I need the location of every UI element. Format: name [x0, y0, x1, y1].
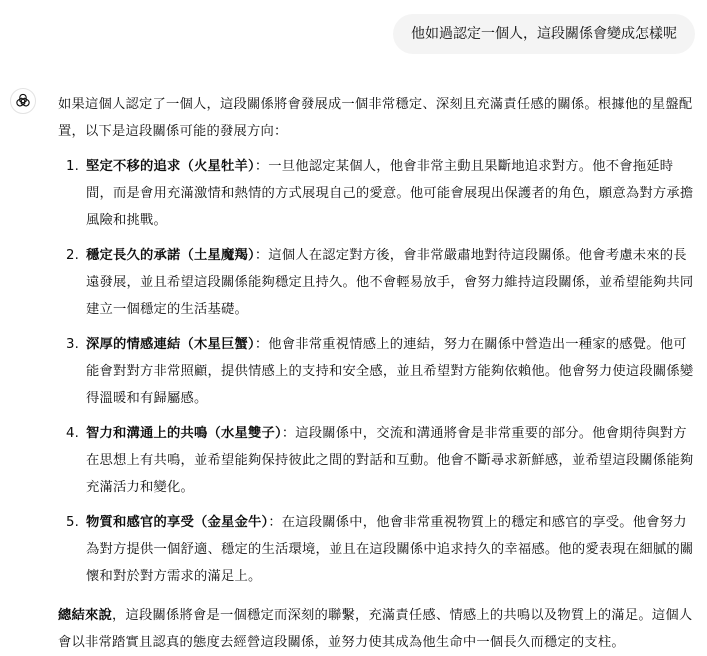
- summary-lead: 總結來說: [58, 608, 112, 623]
- list-item: [58, 153, 694, 234]
- user-message-row: [393, 14, 695, 54]
- list-item-number: 4.: [66, 426, 80, 441]
- openai-logo-icon: [14, 92, 32, 110]
- list-item-text: ：這段關係中，交流和溝通將會是非常重要的部分。他會期待與對方在思想上有共鳴，並希望能夠保持彼此之間的對話和互動。他會不斷尋求新鮮感，並希望這段關係能夠充滿活力和變化。: [86, 426, 694, 495]
- list-item-number: 1.: [66, 159, 80, 174]
- summary-text: ，這段關係將會是一個穩定而深刻的聯繫，充滿責任感、情感上的共鳴以及物質上的滿足。這個人會以非常踏實且認真的態度去經營這段關係，並努力使其成為他生命中一個長久而穩定的支柱。: [58, 608, 693, 650]
- list-item-title: 堅定不移的追求（火星牡羊）: [86, 159, 255, 174]
- list-item: [58, 331, 694, 412]
- list-item-text: ：這個人在認定對方後，會非常嚴肅地對待這段關係。他會考慮未來的長遠發展，並且希望這段關係能夠穩定且持久。他不會輕易放手，會努力維持這段關係，並希望能夠共同建立一個穩定的生活基礎。: [86, 248, 694, 317]
- list-item-number: 5.: [66, 515, 80, 530]
- list-item: [58, 509, 694, 590]
- intro-paragraph: 如果這個人認定了一個人，這段關係將會發展成一個非常穩定、深刻且充滿責任感的關係。根據他的星盤配置，以下是這段關係可能的發展方向：: [58, 97, 693, 139]
- list-item-text: ：在這段關係中，他會非常重視物質上的穩定和感官的享受。他會努力為對方提供一個舒適、穩定的生活環境，並且在這段關係中追求持久的幸福感。他的愛表現在細膩的關懷和對於對方需求的滿足上。: [86, 515, 694, 584]
- list-item-title: 深厚的情感連結（木星巨蟹）: [86, 337, 255, 352]
- list-item: [58, 242, 694, 323]
- user-message-bubble: 他如過認定一個人，這段關係會變成怎樣呢: [393, 14, 695, 54]
- list-item-number: 3.: [66, 337, 80, 352]
- list-item-title: 智力和溝通上的共鳴（水星雙子）: [86, 426, 282, 441]
- list-item: [58, 420, 694, 501]
- summary-paragraph: [58, 602, 694, 656]
- development-list: [58, 153, 694, 590]
- list-item-title: 穩定長久的承諾（土星魔羯）: [86, 248, 255, 263]
- list-item-title: 物質和感官的享受（金星金牛）: [86, 515, 269, 530]
- list-item-text: ：他會非常重視情感上的連結，努力在關係中營造出一種家的感覺。他可能會對對方非常照顧，提供情感上的支持和安全感，並且希望對方能夠依賴他。他會努力使這段關係變得溫暖和有歸屬感。: [86, 337, 694, 406]
- assistant-message-content: [58, 91, 694, 656]
- list-item-number: 2.: [66, 248, 80, 263]
- list-item-text: ：一旦他認定某個人，他會非常主動且果斷地追求對方。他不會拖延時間，而是會用充滿激情和熱情的方式展現自己的愛意。他可能會展現出保護者的角色，願意為對方承擔風險和挑戰。: [86, 159, 694, 228]
- assistant-avatar: [10, 88, 36, 114]
